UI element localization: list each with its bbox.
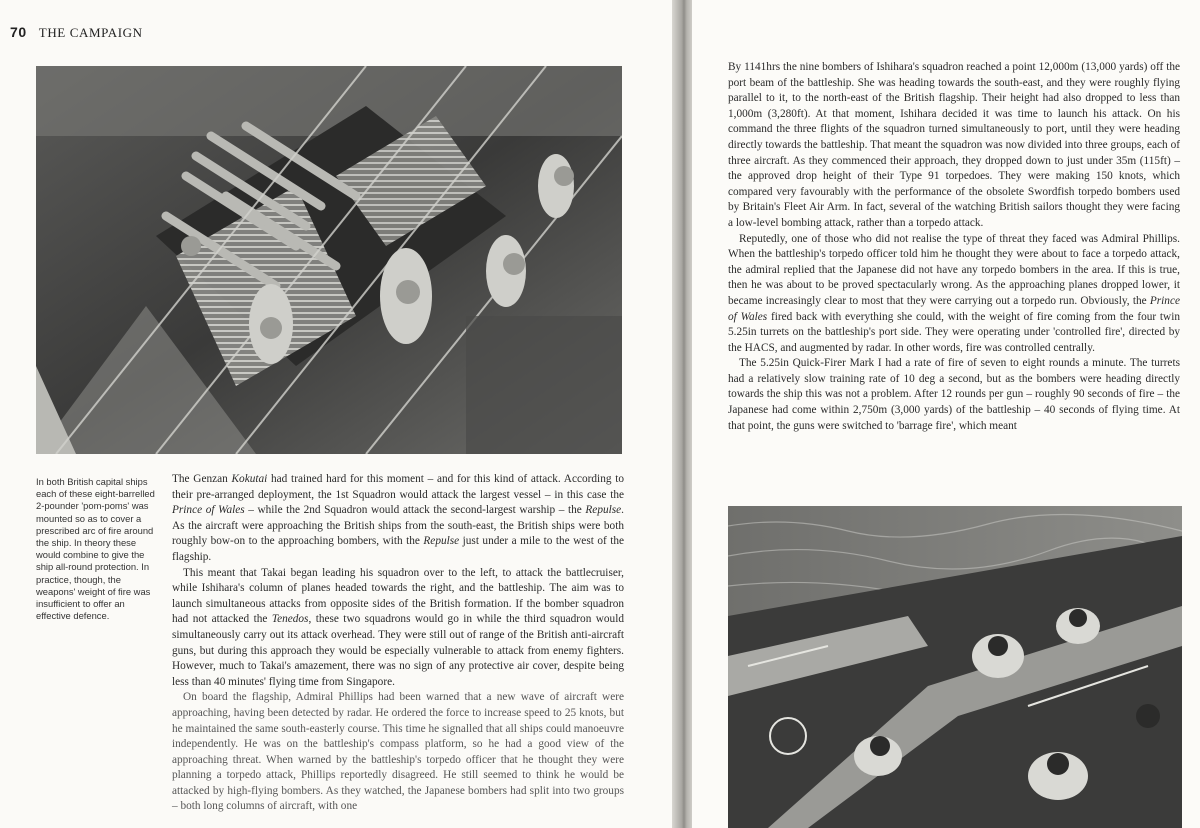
pom-pom-photo-graphic [36,66,622,454]
deck-photo-graphic [728,506,1182,828]
right-body-text [728,60,1180,434]
paragraph: Reputedly, one of those who did not realise the type of threat they faced was Admiral Phillips. When the battleship's torpedo officer told him he thought they were about to face a torpedo attack, the admiral replied that the Japanese did not have any torpedo bombers in the area. If this is true, then he was about to be proved spectacularly wrong. As the approaching planes dropped lower, it became increasingly clear to most that they were carrying out a torpedo run. Obviously, the Prince of Wales fired back with everything she could, with the weight of fire coming from the four twin 5.25in turrets on the battleship's port side. They were operating under 'controlled fire', directed by the HACS, and augmented by radar. In other words, fire was controlled centrally. [728,232,1181,354]
running-head [10,24,143,41]
right-page [692,0,1200,828]
page-number: 70 [10,24,27,40]
ship-deck-crew-photo [728,506,1182,828]
paragraph: On board the flagship, Admiral Phillips had been warned that a new wave of aircraft were approaching, having been detected by radar. He ordered the force to increase speed to 25 knots, but he maintained the same south-easterly course. This time he signalled that all ships could manoeuvre independently. He was on the battleship's compass platform, so he had a good view of the approaching threat. When warned by the battleship's torpedo officer that he thought they were planning a torpedo attack, Phillips reportedly disagreed. He still seemed to think he would be attacked by high-flying bombers. As they watched, the Japanese bombers had split into two groups – both long columns of aircraft, with one [172,691,624,813]
anti-aircraft-gun-crew-photo [36,66,622,454]
paragraph: The 5.25in Quick-Firer Mark I had a rate of fire of seven to eight rounds a minute. The turrets had a relatively slow training rate of 10 deg a second, but as the bombers were heading directly towards the ship this was not a problem. After 12 rounds per gun – roughly 90 seconds of fire – the Japanese had come within 2,750m (3,000 yards) of the battleship – 40 seconds of flying time. At that point, the guns were switched to 'barrage fire', which meant [728,357,1180,432]
running-head-title: THE CAMPAIGN [38,25,143,40]
paragraph: The Genzan Kokutai had trained hard for this moment – and for this kind of attack. According to their pre-arranged deployment, the 1st Squadron would attack the largest vessel – in this case the Prince of Wales – while the 2nd Squadron would attack the second-largest warship – the Repulse. As the aircraft were approaching the British ships from the south-east, the British ships were both roughly bow-on to the approaching bombers, with the Repulse just under a mile to the west of the flagship. [172,473,624,563]
photo-caption: In both British capital ships each of these eight-barrelled 2-pounder 'pom-poms' was mounted so as to cover a prescribed arc of fire around the ship. In theory these would combine to give the ship all-round protection. In practice, though, the weapons' weight of fire was insufficient to offer an effective defence. [36,476,155,622]
left-body-text [172,472,624,815]
paragraph: This meant that Takai began leading his squadron over to the left, to attack the battlecruiser, while Ishihara's column of planes headed towards the right, and the battleship. The aim was to launch simultaneous attacks from opposite sides of the British formation. If the bomber squadron had not attacked the Tenedos, these two squadrons would go in while the third squadron would simultaneously carry out its attack overhead. They were still out of range of the British anti-aircraft guns, but during this approach they would be especially vulnerable to attack from enemy fighters. However, much to Takai's amazement, there was no sign of any protective air cover, despite being less than 40 minutes' flying time from Singapore. [172,566,624,688]
paragraph: By 1141hrs the nine bombers of Ishihara's squadron reached a point 12,000m (13,000 yards) off the port beam of the battleship. She was heading towards the south-east, and they were roughly flying parallel to it, to the north-east of the British flagship. Their height had also dropped to less than 1,000m (3,280ft). At that moment, Ishihara decided it was time to launch his attack. On his command the three flights of the squadron turned simultaneously to port, until they were heading directly towards the battleship. That meant the squadron was now divided into three groups, each of three aircraft. As they commenced their approach, they dropped down to just under 35m (115ft) – the approved drop height of their Type 91 torpedoes. They were making 150 knots, which compared very favourably with the performance of the obsolete Swordfish torpedo bombers used by Britain's Fleet Air Arm. In fact, several of the watching British sailors thought they were facing a low-level bombing attack, rather than a torpedo attack. [728,61,1180,229]
